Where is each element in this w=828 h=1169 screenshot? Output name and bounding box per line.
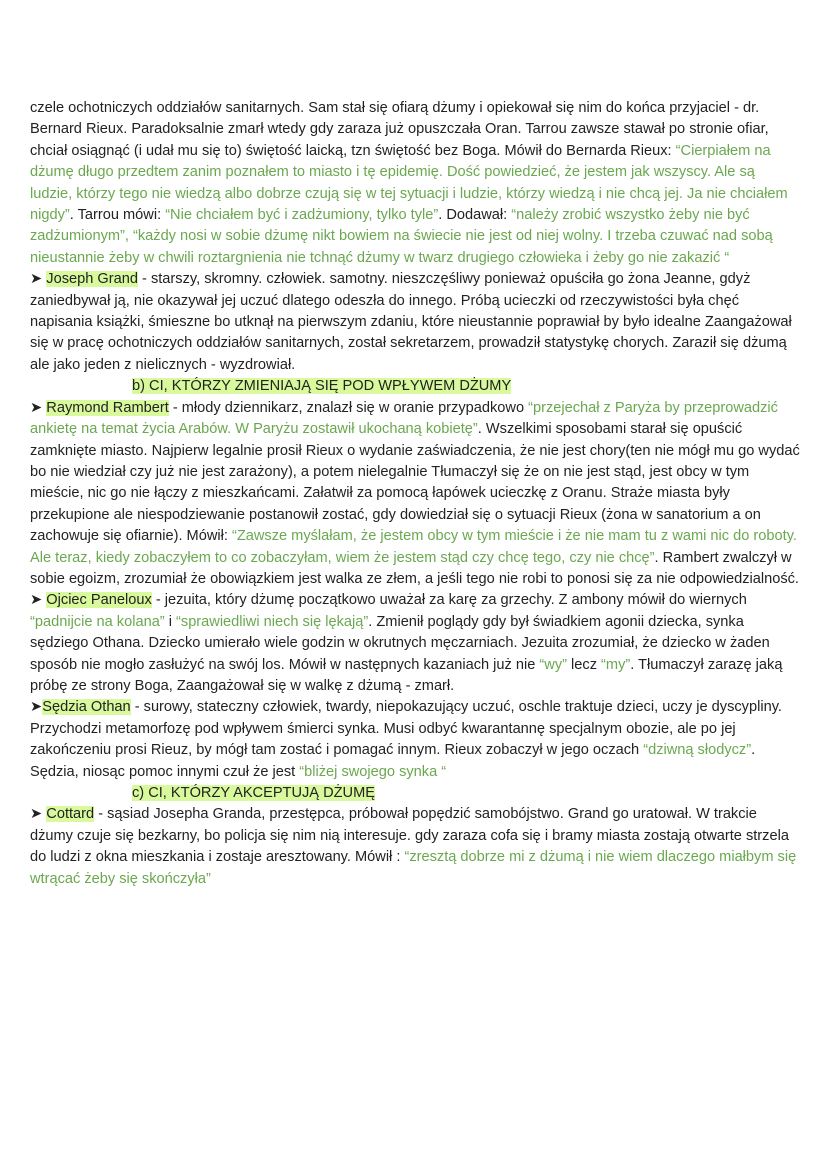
character-name: Ojciec Paneloux <box>46 592 152 609</box>
text: - jezuita, który dżumę początkowo uważał za karę za grzechy. Z ambony mówił do wiernych <box>151 592 747 609</box>
paragraph-grand <box>30 269 800 376</box>
quote: “my” <box>601 656 631 673</box>
quote: “sprawiedliwi niech się lękają” <box>176 613 369 630</box>
quote: “dziwną słodycz” <box>643 742 752 759</box>
character-name: Sędzia Othan <box>42 699 131 716</box>
quote: “Zawsze myślałam, że jestem obcy w tym mieście i że nie mam tu z wami nic do roboty. Ale teraz, kiedy zobaczyłem to co zobaczyłam, wiem że jestem stąd czy chcę tego, czy nie chcę” <box>30 528 797 566</box>
text: . Wszelkimi sposobami starał się opuścić zamknięte miasto. Najpierw legalnie prosił Rieux o wydanie zaświadczenia, że nie jest chory(ten nie mógł mu go wydać bo nie wiedział czy już nie jest zarażony), a potem nielegalnie Tłumaczył się że on nie jest stąd, jest obcy w tym mieście, nic go nie łączy z mieszkańcami. Załatwił za pomocą łapówek ucieczkę z Oranu. Straże miasta były przekupione ale niespodziewanie postanowił zostać, gdy dowiedział się o sytuacji Rieux (żona w sanatorium a on zachowuje się ofiarnie). Mówił: <box>30 421 800 545</box>
text: - surowy, stateczny człowiek, twardy, niepokazujący uczuć, oschle traktuje dzieci, uczy je dyscypliny. Przychodzi metamorfozę pod wpływem śmierci synka. Musi odbyć kwarantannę specjalnym obozie, ale po jej zakończeniu prosi Rieuz, by mógł tam zostać i pomagać innym. Rieux zobaczył w jego oczach <box>30 699 782 759</box>
quote: “Cierpiałem na dżumę długo przedtem zanim poznałem to miasto i tę epidemię. Dość powiedzieć, że jestem jak wszyscy. Ale są ludzie, którzy tego nie wiedzą albo dobrze czują się w tej sytuacji i ludzie, którzy wiedzą i nie chcą jej. Ja nie chciałem nigdy” <box>30 142 788 224</box>
character-name: Raymond Rambert <box>46 399 169 416</box>
character-name: Joseph Grand <box>46 271 138 288</box>
text: . Rambert zwalczył w sobie egoizm, zrozumiał że obowiązkiem jest walka ze złem, a jeśli tego nie robi to ponosi się za nie odpowiedzialność. <box>30 549 799 587</box>
paragraph-paneloux <box>30 590 800 697</box>
text: . Dodawał: <box>438 207 512 224</box>
text: . Tłumaczył zarazę jaką próbę ze strony Boga, Zaangażował się w walkę z dżumą - zmarł. <box>30 656 783 694</box>
paragraph-tarrou <box>30 98 800 269</box>
text: - młody dziennikarz, znalazł się w oranie przypadkowo <box>168 399 529 416</box>
quote: “przejechał z Paryża by przeprowadzić ankietę na temat życia Arabów. W Paryżu zostawił ukochaną kobietę” <box>30 399 778 438</box>
section-heading-c <box>30 783 800 804</box>
text: lecz <box>566 656 602 673</box>
quote: “padnijcie na kolana” <box>30 613 165 630</box>
arrow-bullet-icon: ➤ <box>30 592 47 609</box>
arrow-bullet-icon: ➤ <box>30 806 47 823</box>
text: czele ochotniczych oddziałów sanitarnych. Sam stał się ofiarą dżumy i opiekował się nim do końca przyjaciel - dr. Bernard Rieux. Paradoksalnie zmarł wtedy gdy zaraza już opuszczała Oran. Tarrou zawsze stawał po stronie ofiar, chciał osiągnąć (i udał mu się to) świętość laicką, tzn świętość bez Boga. Mówił do Bernarda Rieux: <box>30 100 769 159</box>
section-heading-text: c) CI, KTÓRZY AKCEPTUJĄ DŻUMĘ <box>132 785 375 801</box>
arrow-bullet-icon: ➤ <box>30 399 47 416</box>
quote: “zresztą dobrze mi z dżumą i nie wiem dlaczego miałbym się wtrącać żeby się skończyła” <box>30 849 797 887</box>
document-page <box>30 98 800 890</box>
text: - sąsiad Josepha Granda, przestępca, próbował popędzić samobójstwo. Grand go uratował. W trakcie dżumy czuje się bezkarny, bo policja się nim nią interesuje. gdy zaraza cofa się i bramy miasta zostają otwarte strzela do ludzi z okna mieszkania i zostaje aresztowany. Mówił : <box>30 806 789 866</box>
arrow-bullet-icon: ➤ <box>30 271 47 288</box>
paragraph-rambert <box>30 398 800 591</box>
quote: “należy zrobić wszystko żeby nie być zadżumionym”, “każdy nosi w sobie dżumę nikt bowiem na świecie nie jest od niej wolny. I trzeba czuwać nad sobą nieustannie żeby w chwili roztargnienia nie tchnąć dżumy w twarz drugiego człowieka i żeby go nie zakazić “ <box>30 207 773 266</box>
text: - starszy, skromny. człowiek. samotny. nieszczęśliwy ponieważ opuściła go żona Jeanne, gdyż zaniedbywał ją, nie okazywał jej uczuć dlatego odeszła do innego. Próbą ucieczki od rzeczywistości była chęć napisania książki, śmieszne bo utknął na pierwszym zdaniu, które nieustannie poprawiał by było idealne Zaangażował się w pracę ochotniczych oddziałów sanitarnych, został sekretarzem, prowadził statystykę chorych. Zaraził się dżumą ale jako jeden z nielicznych - wyzdrowiał. <box>30 271 792 373</box>
section-heading-text: b) CI, KTÓRZY ZMIENIAJĄ SIĘ POD WPŁYWEM DŻUMY <box>132 378 512 395</box>
section-heading-b <box>30 376 800 397</box>
quote: “Nie chciałem być i zadżumiony, tylko tyle” <box>165 207 439 224</box>
paragraph-cottard <box>30 804 800 890</box>
text: . Sędzia, niosąc pomoc innymi czuł że jest <box>30 742 756 780</box>
text: . Zmienił poglądy gdy był świadkiem agonii dziecka, synka sędziego Othana. Dziecko umierało wiele godzin w okrutnych męczarniach. Jezuita zrozumiał, że dziecko w żaden sposób nie mogło zasłużyć na swój los. Mówił w następnych kazaniach już nie <box>30 613 770 673</box>
quote: “bliżej swojego synka “ <box>299 763 447 780</box>
quote: “wy” <box>539 656 567 673</box>
text: . Tarrou mówi: <box>69 207 166 224</box>
arrow-bullet-icon: ➤ <box>30 699 43 716</box>
character-name: Cottard <box>46 806 95 823</box>
text: i <box>164 613 177 630</box>
paragraph-othan <box>30 697 800 783</box>
